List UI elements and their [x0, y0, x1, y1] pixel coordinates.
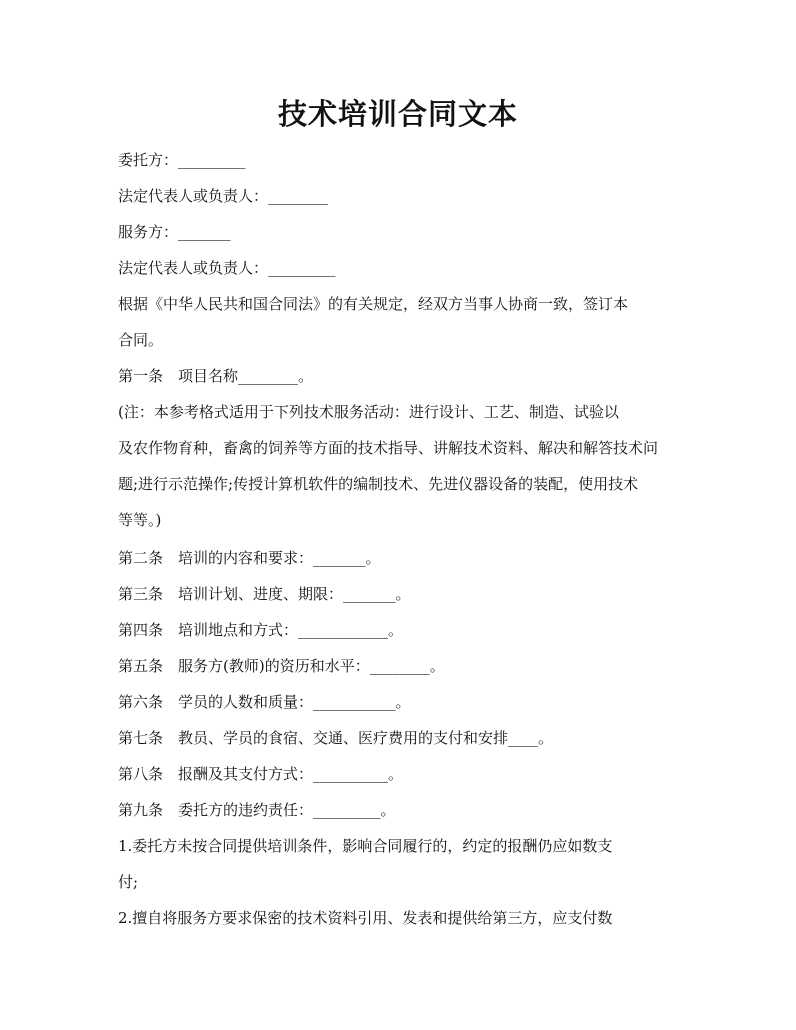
document-title: 技术培训合同文本: [277, 97, 518, 131]
article-2-line: 第二条 培训的内容和要求：_______。: [118, 549, 381, 567]
article-7-line: 第七条 教员、学员的食宿、交通、医疗费用的支付和安排____。: [118, 729, 554, 747]
note-line-4: 等等。): [118, 511, 162, 529]
clause-2-line-1: 2.擅自将服务方要求保密的技术资料引用、发表和提供给第三方，应支付数: [118, 909, 613, 927]
article-9-line: 第九条 委托方的违约责任：_________。: [118, 801, 396, 819]
service-party-line: 服务方：_______: [118, 223, 231, 241]
article-8-line: 第八条 报酬及其支付方式：__________。: [118, 765, 404, 783]
note-line-2: 及农作物育种，畜禽的饲养等方面的技术指导、讲解技术资料、解决和解答技术问: [118, 439, 659, 457]
service-representative-line: 法定代表人或负责人：_________: [118, 259, 336, 277]
article-1-line: 第一条 项目名称________。: [118, 367, 314, 385]
clause-1-line-1: 1.委托方未按合同提供培训条件，影响合同履行的，约定的报酬仍应如数支: [118, 837, 613, 855]
clause-1-line-2: 付;: [118, 873, 139, 891]
client-representative-line: 法定代表人或负责人：________: [118, 187, 329, 205]
note-line-1: (注：本参考格式适用于下列技术服务活动：进行设计、工艺、制造、试验以: [118, 403, 619, 421]
article-5-line: 第五条 服务方(教师)的资历和水平：________。: [118, 657, 445, 675]
preamble-line-1: 根据《中华人民共和国合同法》的有关规定，经双方当事人协商一致，签订本: [118, 295, 629, 313]
article-4-line: 第四条 培训地点和方式：____________。: [118, 621, 404, 639]
note-line-3: 题;进行示范操作;传授计算机软件的编制技术、先进仪器设备的装配，使用技术: [118, 475, 639, 493]
article-3-line: 第三条 培训计划、进度、期限：_______。: [118, 585, 411, 603]
preamble-line-2: 合同。: [118, 331, 164, 349]
article-6-line: 第六条 学员的人数和质量：___________。: [118, 693, 411, 711]
client-party-line: 委托方：_________: [118, 151, 246, 169]
